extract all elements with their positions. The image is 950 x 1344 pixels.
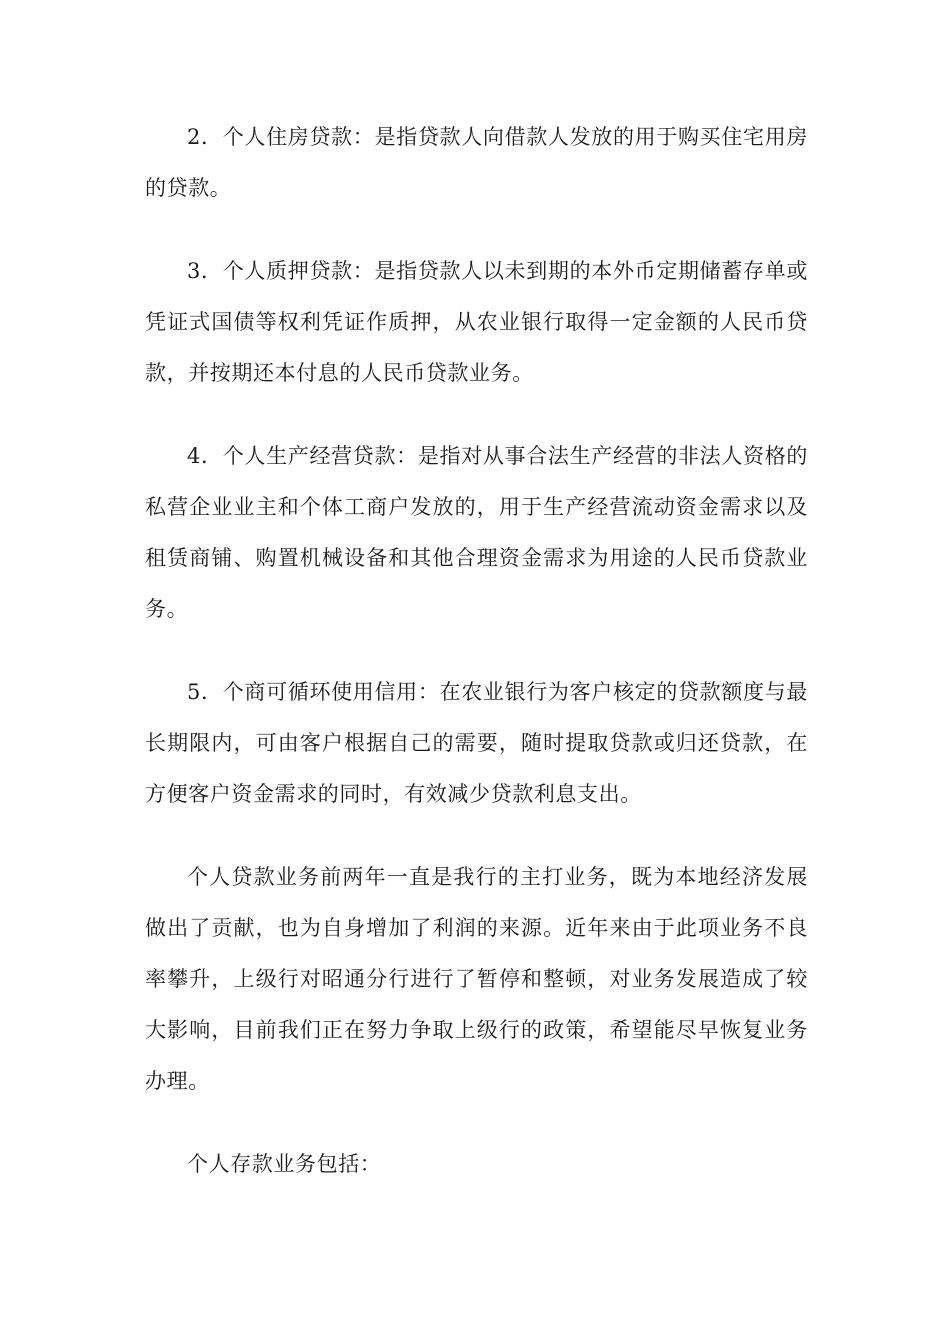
paragraph-business-loan: 4．个人生产经营贷款：是指对从事合法生产经营的非法人资格的私营企业业主和个体工商户发放的，用于生产经营流动资金需求以及租赁商铺、购置机械设备和其他合理资金需求为用途的人民币贷款业务。 (145, 444, 808, 621)
document-body (145, 112, 808, 1222)
paragraph-housing-loan: 2．个人住房贷款：是指贷款人向借款人发放的用于购买住宅用房的贷款。 (145, 125, 808, 200)
paragraph-pledge-loan: 3．个人质押贷款：是指贷款人以未到期的本外币定期储蓄存单或凭证式国债等权利凭证作质押，从农业银行取得一定金额的人民币贷款，并按期还本付息的人民币贷款业务。 (145, 259, 808, 385)
paragraph-deposit-heading: 个人存款业务包括： (187, 1152, 382, 1176)
paragraph-loan-summary: 个人贷款业务前两年一直是我行的主打业务，既为本地经济发展做出了贡献，也为自身增加了利润的来源。近年来由于此项业务不良率攀升，上级行对昭通分行进行了暂停和整顿，对业务发展造成了较大影响，目前我们正在努力争取上级行的政策，希望能尽早恢复业务办理。 (145, 865, 808, 1093)
paragraph-revolving-credit: 5．个商可循环使用信用：在农业银行为客户核定的贷款额度与最长期限内，可由客户根据自己的需要，随时提取贷款或归还贷款，在方便客户资金需求的同时，有效减少贷款利息支出。 (145, 680, 808, 806)
